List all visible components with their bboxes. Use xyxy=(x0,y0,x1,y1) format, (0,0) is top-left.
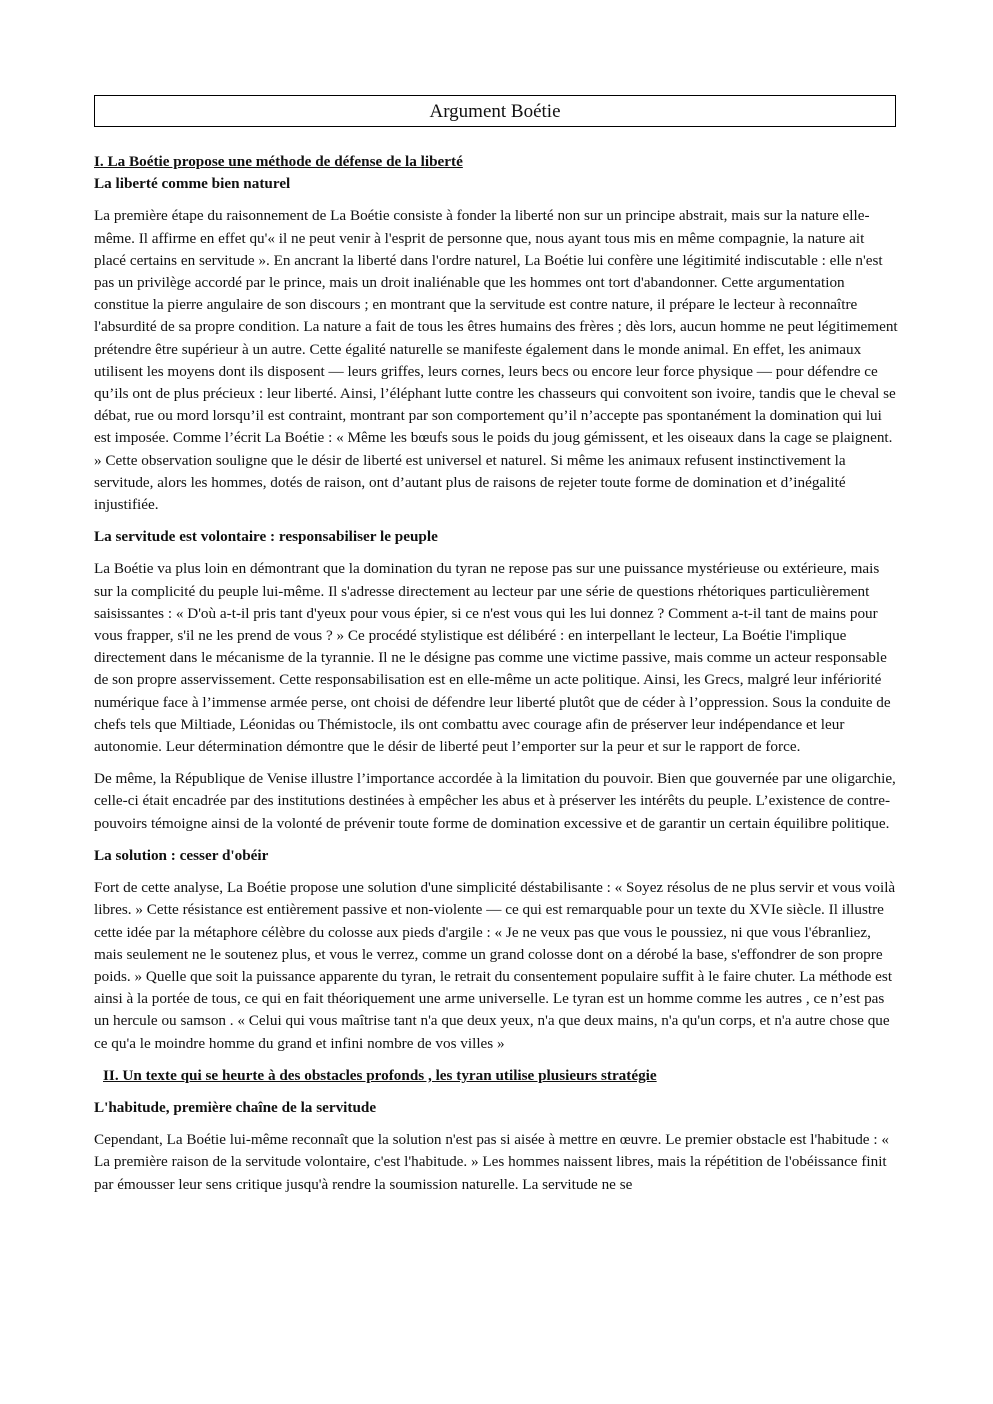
paragraph-natural-liberty: La première étape du raisonnement de La Boétie consiste à fonder la liberté non sur un principe abstrait, mais sur la nature elle-même. Il affirme en effet qu'« il ne peut venir à l'esprit de personne que, nous ayant tous mis en même compagnie, la nature ait placé certains en servitude ». En ancrant la liberté dans l'ordre naturel, La Boétie lui confère une légitimité indiscutable : elle n'est pas un privilège accordé par le prince, mais un droit inaliénable que les hommes ont tort d'abandonner. Cette argumentation constitue la pierre angulaire de son discours ; en montrant que la servitude est contre nature, il prépare le lecteur à reconnaître l'absurdité de sa propre condition. La nature a fait de tous les êtres humains des frères ; dès lors, aucun homme ne peut légitimement prétendre être supérieur à un autre. Cette égalité naturelle se manifeste également dans le monde animal. En effet, les animaux utilisent les moyens dont ils disposent — leurs griffes, leurs cornes, leurs becs ou encore leur force physique — pour défendre ce qu’ils ont de plus précieux : leur liberté. Ainsi, l’éléphant lutte contre les chasseurs qui convoitent son ivoire, tandis que le cheval se débat, rue ou mord lorsqu’il est contraint, montrant par son comportement qu’il n’accepte pas spontanément la domination qui lui est imposée. Comme l’écrit La Boétie : « Même les bœufs sous le poids du joug gémissent, et les oiseaux dans la cage se plaignent. » Cette observation souligne que le désir de liberté est universel et naturel. Si même les animaux refusent instinctivement la servitude, alors les hommes, dotés de raison, ont d’autant plus de raisons de rejeter toute forme de domination et d’inégalité injustifiée. xyxy=(94,207,898,514)
paragraph-venice: De même, la République de Venise illustre l’importance accordée à la limitation du pouvoir. Bien que gouvernée par une oligarchie, celle-ci était encadrée par des institutions destinées à empêcher les abus et à préserver les intérêts du peuple. L’existence de contre-pouvoirs témoigne ainsi de la volonté de prévenir toute forme de domination excessive et de garantir un certain équilibre politique. xyxy=(94,770,896,832)
subsection-natural-liberty-heading: La liberté comme bien naturel xyxy=(94,175,291,193)
subsection-solution-heading: La solution : cesser d'obéir xyxy=(94,846,269,864)
document-title: Argument Boétie xyxy=(94,95,896,127)
paragraph-solution: Fort de cette analyse, La Boétie propose une solution d'une simplicité déstabilisante : « Soyez résolus de ne plus servir et vous voilà libres. » Cette résistance est entièrement passive et non-violente — ce qui est remarquable pour un texte du XVIe siècle. Il illustre cette idée par la métaphore célèbre du colosse aux pieds d'argile : « Je ne veux pas que vous le poussiez, ni que vous l'ébranliez, mais seulement ne le soutenez plus, et vous le verrez, comme un grand colosse dont on a dérobé la base, s'effondrer de son propre poids. » Quelle que soit la puissance apparente du tyran, le retrait du consentement populaire suffit à le faire chuter. La méthode est ainsi à la portée de tous, ce qui en fait théoriquement une arme universelle. Le tyran est un homme comme les autres , ce n’est pas un hercule ou samson . « Celui qui vous maîtrise tant n'a que deux yeux, n'a que deux mains, n'a qu'un corps, et n'a autre chose que ce qu'a le moindre homme du grand et infini nombre de vos villes » xyxy=(94,879,896,1052)
paragraph-habit: Cependant, La Boétie lui-même reconnaît que la solution n'est pas si aisée à mettre en œuvre. Le premier obstacle est l'habitude : « La première raison de la servitude volontaire, c'est l'habitude. » Les hommes naissent libres, mais la répétition de l'obéissance finit par émousser leur sens critique jusqu'à rendre la soumission naturelle. La servitude ne se xyxy=(94,1131,889,1193)
document-body xyxy=(94,151,899,1206)
subsection-habit-heading: L'habitude, première chaîne de la servitude xyxy=(94,1098,377,1116)
section-1-heading: I. La Boétie propose une méthode de défense de la liberté xyxy=(94,153,463,170)
paragraph-voluntary-servitude: La Boétie va plus loin en démontrant que la domination du tyran ne repose pas sur une puissance mystérieuse ou extérieure, mais sur la complicité du peuple lui-même. Il s'adresse directement au lecteur par une série de questions rhétoriques particulièrement saisissantes : « D'où a-t-il pris tant d'yeux pour vous épier, si ce n'est vous qui les lui donnez ? Comment a-t-il tant de mains pour vous frapper, s'il ne les prend de vous ? » Ce procédé stylistique est délibéré : en interpellant le lecteur, La Boétie l'implique directement dans le mécanisme de la tyrannie. Il ne le désigne pas comme une victime passive, mais comme un acteur responsable de son propre asservissement. Cette responsabilisation est en elle-même un acte politique. Ainsi, les Grecs, malgré leur infériorité numérique face à l’immense armée perse, ont choisi de défendre leur liberté plutôt que de céder à l’oppression. Sous la conduite de chefs tels que Miltiade, Léonidas ou Thémistocle, ils ont combattu avec courage afin de préserver leur indépendance et leur autonomie. Leur détermination démontre que le désir de liberté peut l’emporter sur la peur et sur le rapport de force. xyxy=(94,560,891,756)
subsection-voluntary-servitude-heading: La servitude est volontaire : responsabiliser le peuple xyxy=(94,528,438,546)
section-2-heading: II. Un texte qui se heurte à des obstacles profonds , les tyran utilise plusieurs stratégie xyxy=(103,1066,657,1084)
